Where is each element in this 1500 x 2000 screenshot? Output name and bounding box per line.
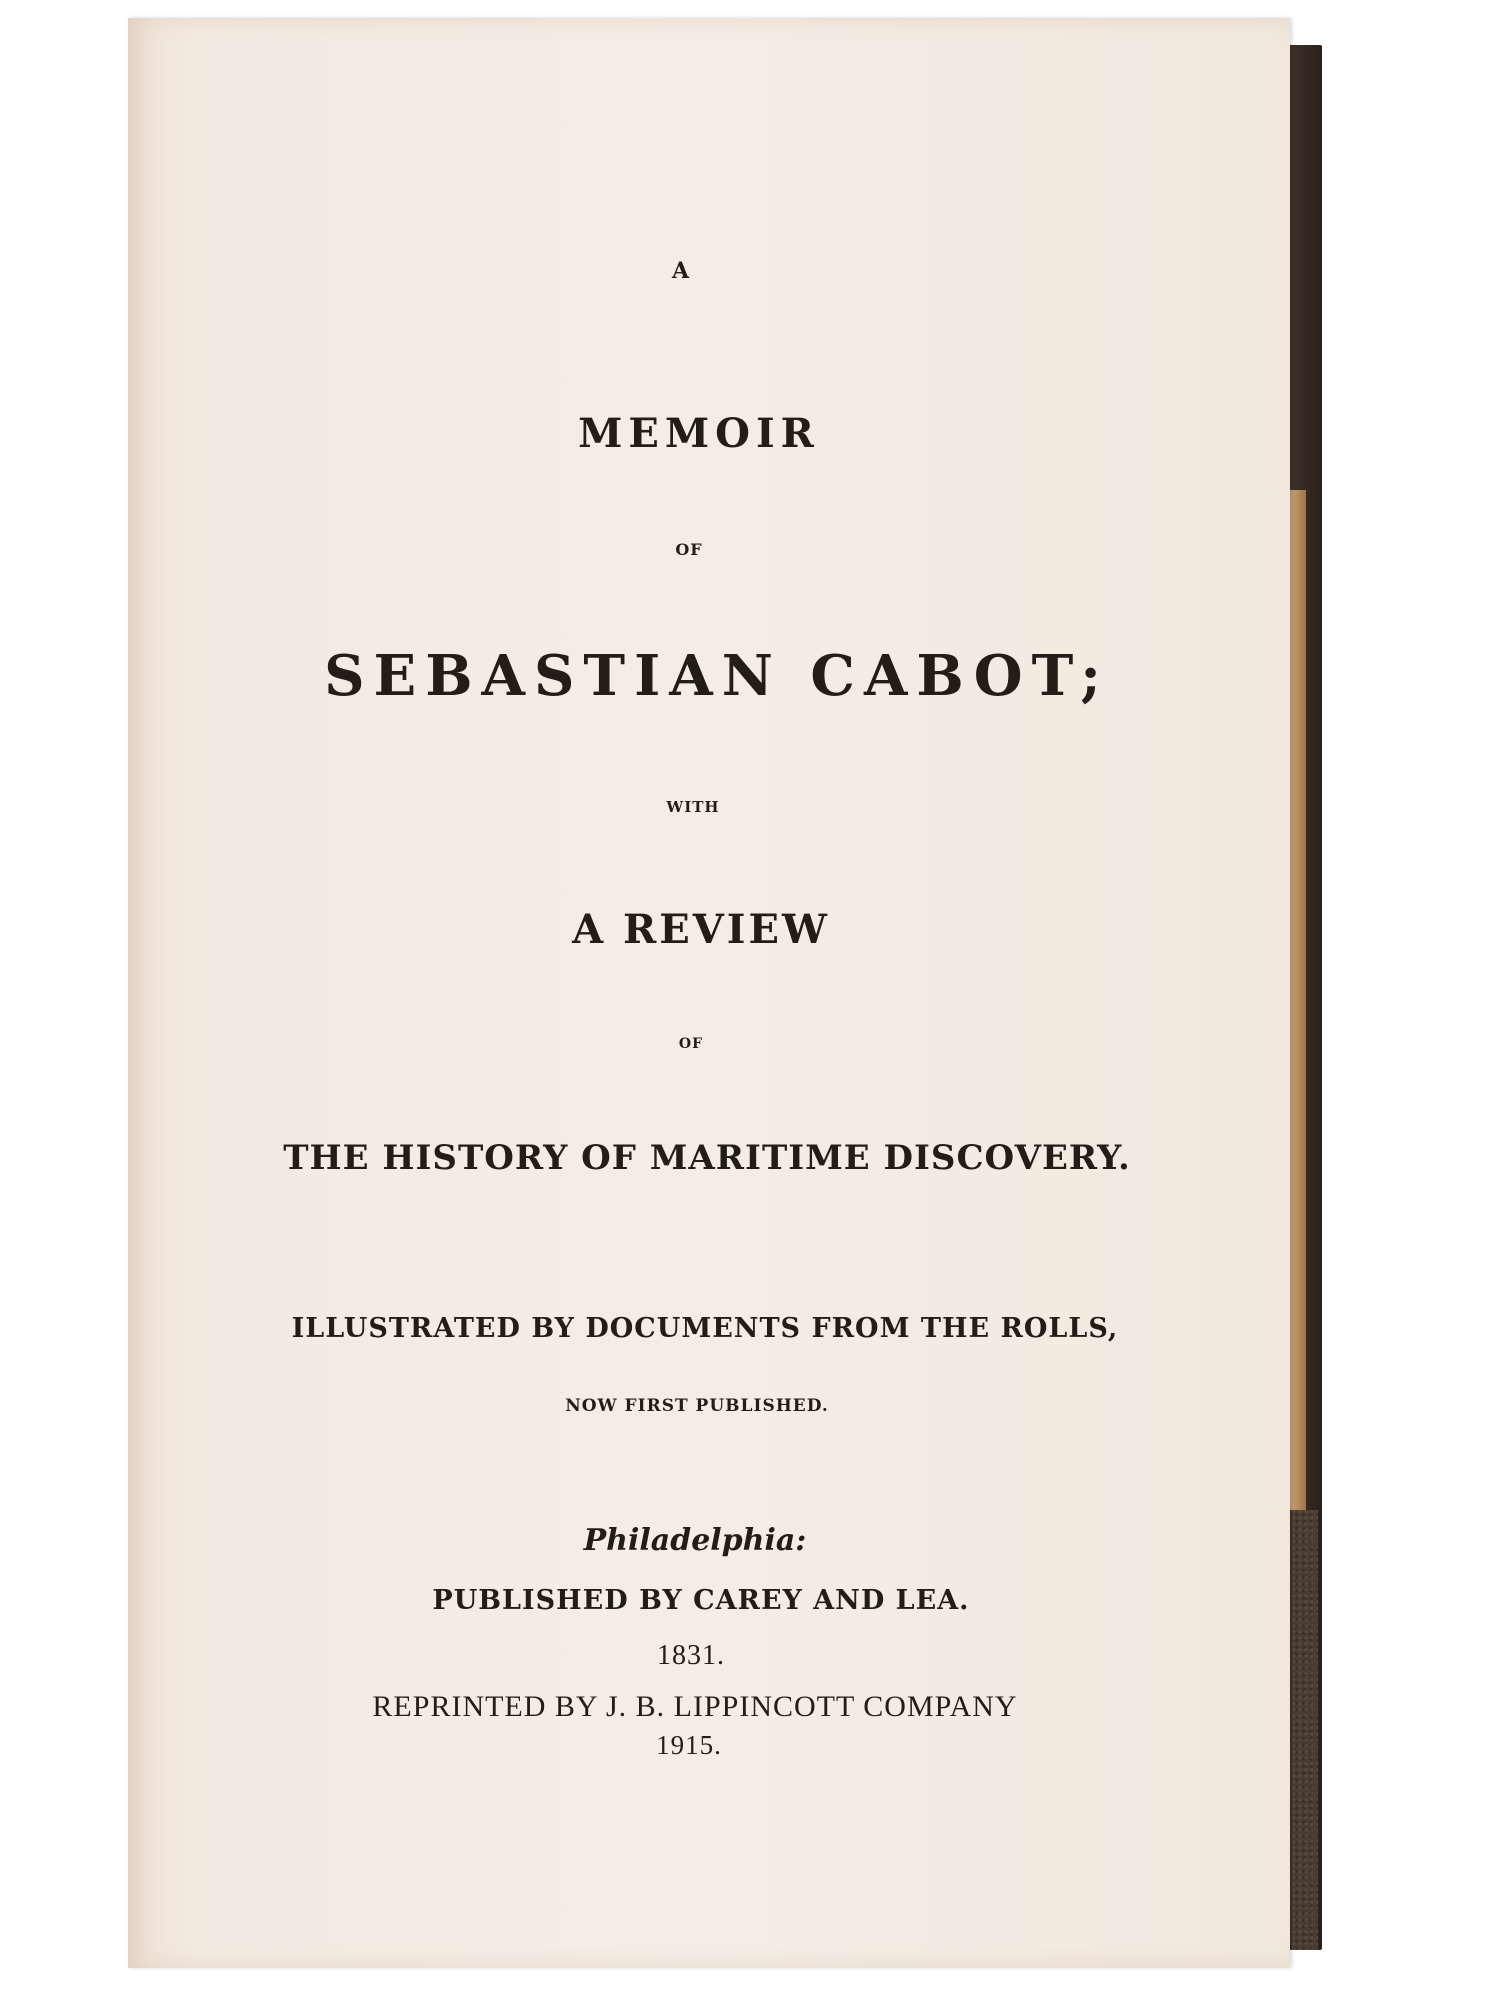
title-memoir: MEMOIR [578, 410, 820, 457]
imprint-publisher: PUBLISHED BY CAREY AND LEA. [432, 1585, 970, 1616]
title-page [128, 18, 1290, 1968]
reprint-line: REPRINTED BY J. B. LIPPINCOTT COMPANY [372, 1690, 1018, 1723]
title-with: WITH [666, 798, 720, 816]
title-subject: SEBASTIAN CABOT; [324, 643, 1110, 709]
leather-spine [1292, 1510, 1318, 1950]
imprint-place: Philadelphia: [583, 1523, 807, 1558]
title-of-connector-2: OF [678, 1036, 704, 1052]
title-history: THE HISTORY OF MARITIME DISCOVERY. [283, 1138, 1131, 1178]
title-article: A [671, 258, 691, 284]
title-review: A REVIEW [572, 906, 830, 953]
subtitle-illustrated: ILLUSTRATED BY DOCUMENTS FROM THE ROLLS, [291, 1313, 1119, 1344]
subtitle-first-published: NOW FIRST PUBLISHED. [565, 1396, 829, 1416]
title-of-connector: OF [675, 540, 703, 559]
reprint-year: 1915. [656, 1730, 722, 1760]
imprint-year: 1831. [657, 1640, 725, 1671]
